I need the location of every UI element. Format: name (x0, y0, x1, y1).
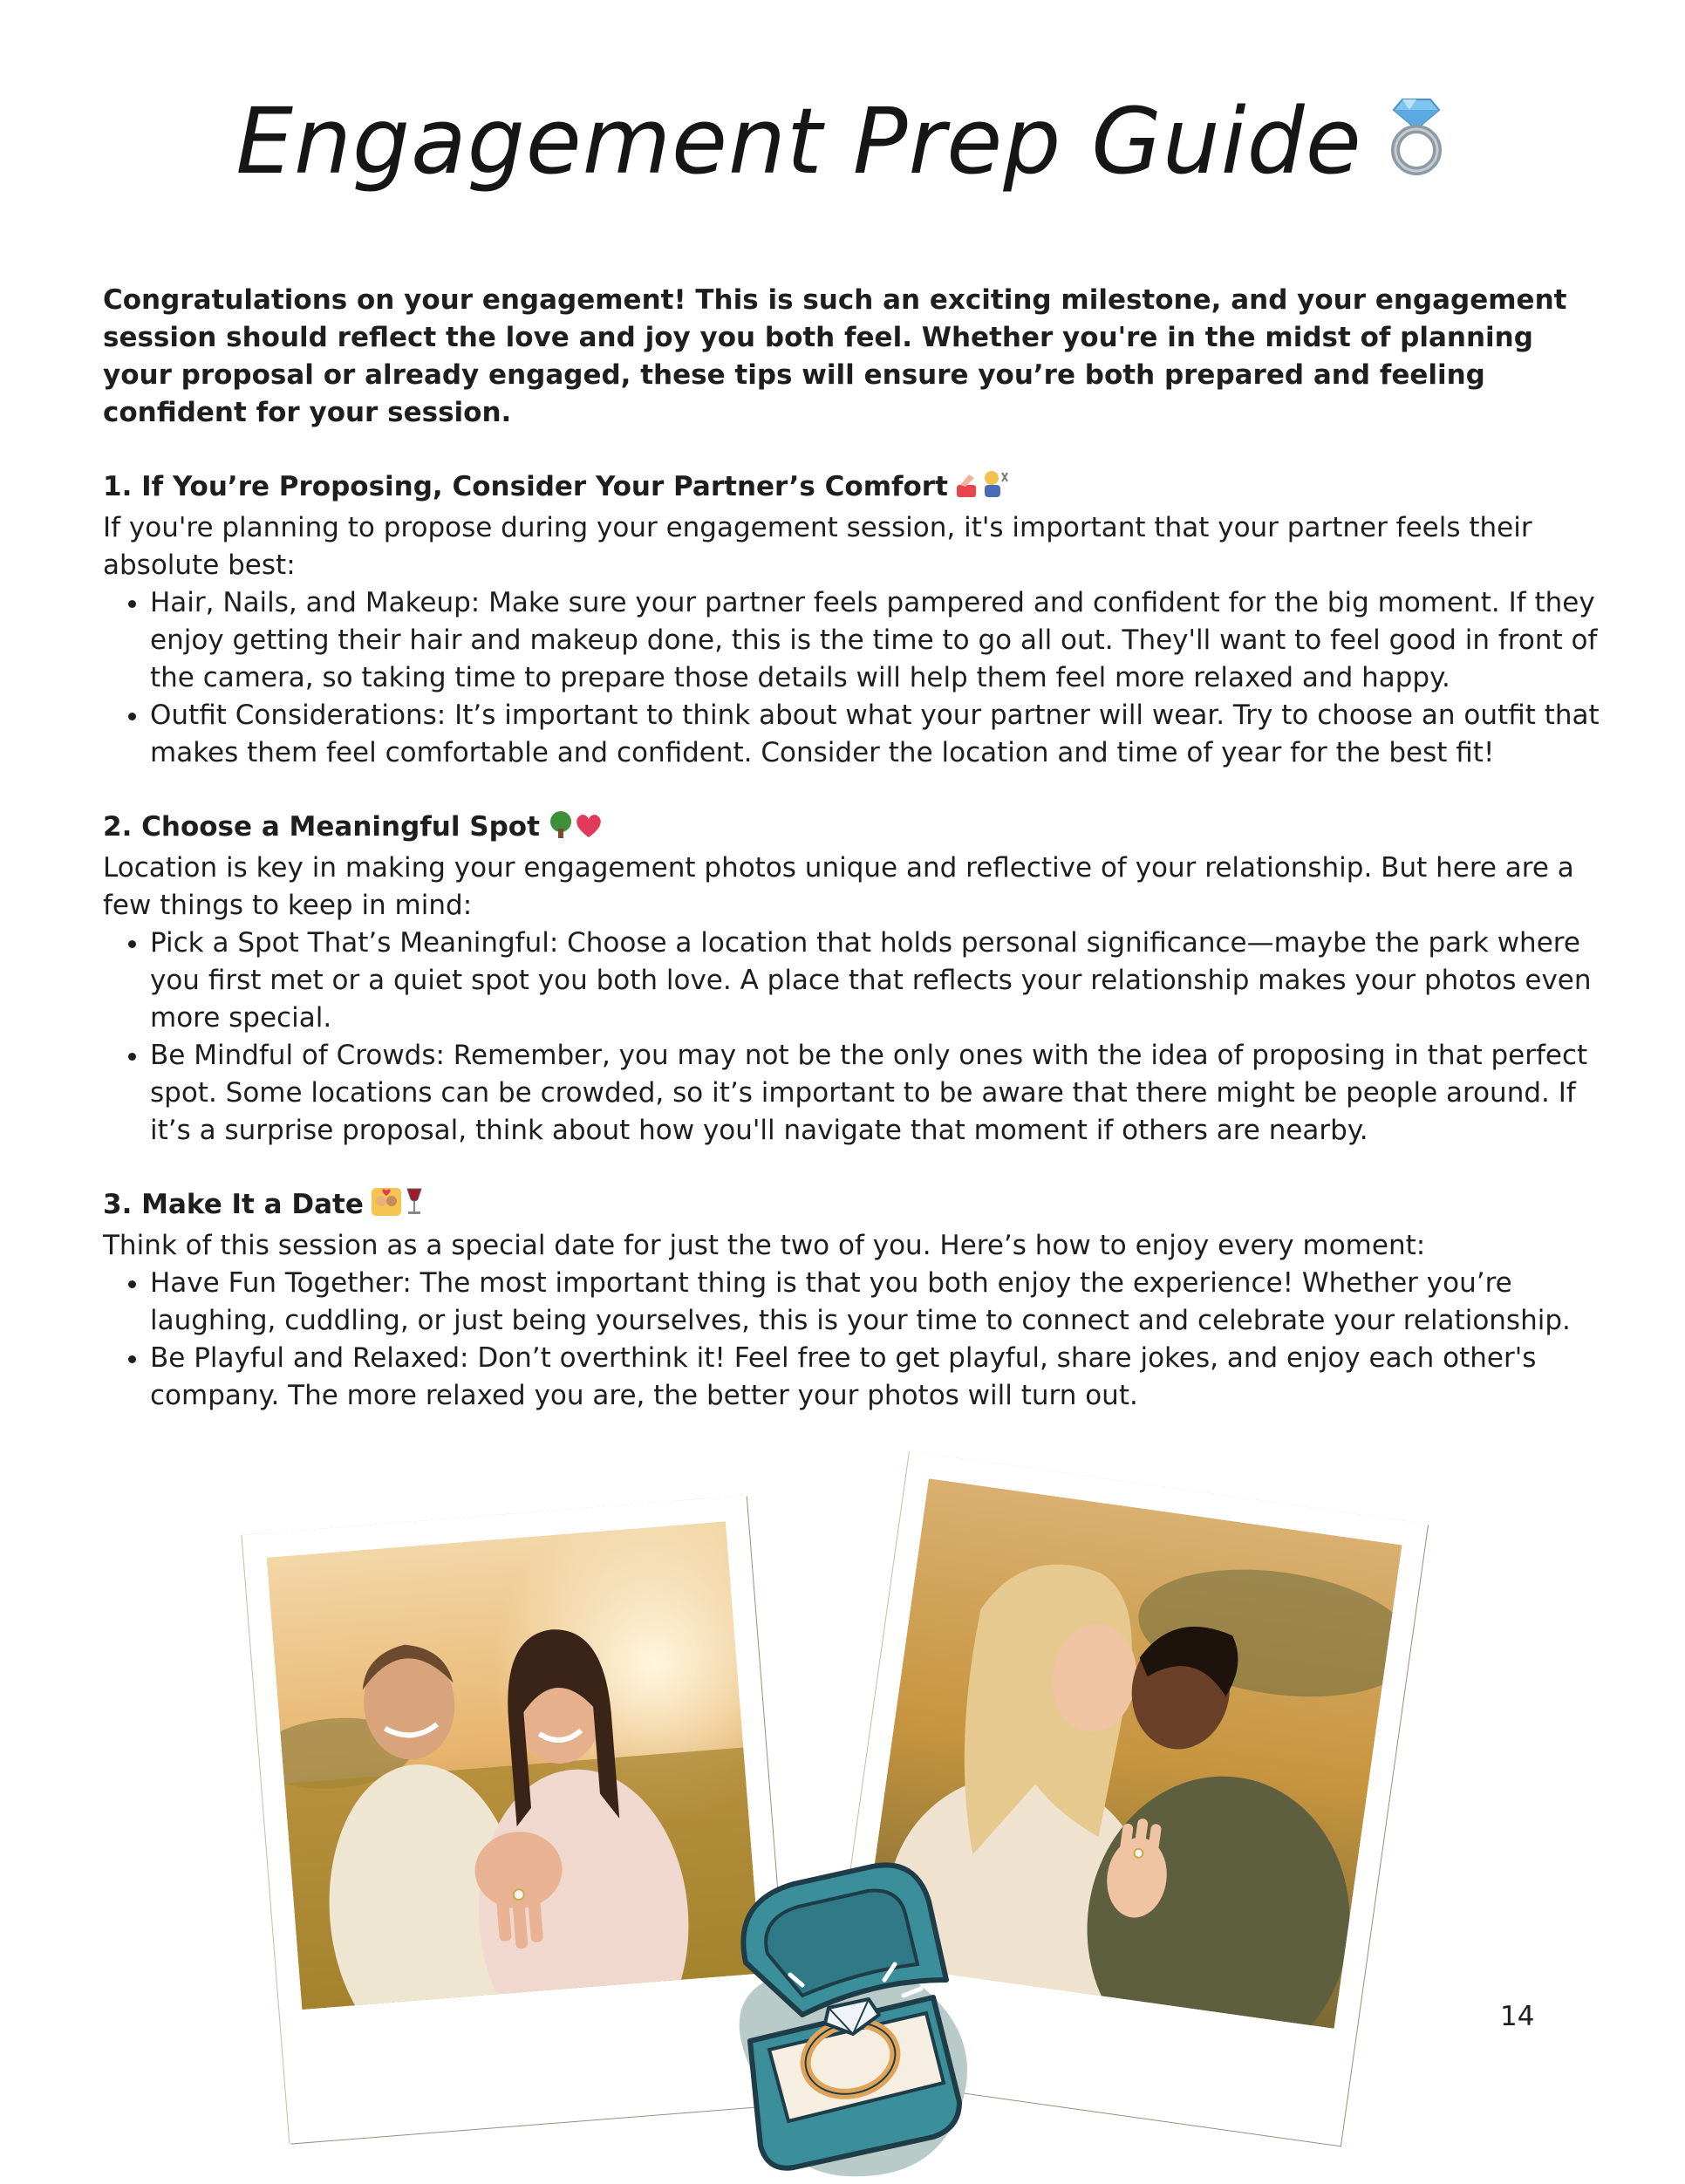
bullet-list (103, 584, 1603, 772)
couple-ring-photo (267, 1521, 761, 2010)
nail-polish-haircut-icon (955, 469, 1009, 509)
list-item: • Be Mindful of Crowds: Remember, you may not be the only ones with the idea of proposing in that perfect spot. Some locations can be crowded, so it’s important to be aware that there might be people around. If it’s a surprise proposal, think about how you'll navigate that moment if others are nearby. (150, 1037, 1603, 1150)
tree-heart-icon (547, 809, 604, 850)
section-lead: Think of this session as a special date for just the two of you. Here’s how to enjoy every moment: (103, 1230, 1426, 1261)
guide-content (103, 282, 1603, 1451)
list-item: • Outfit Considerations: It’s important to think about what your partner will wear. Try to choose an outfit that makes them feel comfortable and confident. Consider the location and time of year for the best fit! (150, 697, 1603, 772)
photo-collage (0, 1439, 1685, 2181)
section-proposing (103, 468, 1603, 772)
bullet-list (103, 1265, 1603, 1415)
section-meaningful-spot (103, 809, 1603, 1150)
couple-kiss-wine-glass-icon (371, 1187, 428, 1227)
section-lead: Location is key in making your engagement photos unique and reflective of your relationship. But here are a few things to keep in mind: (103, 852, 1574, 921)
list-item: • Hair, Nails, and Makeup: Make sure your partner feels pampered and confident for the big moment. If they enjoy getting their hair and makeup done, this is the time to go all out. They'll want to feel good in front of the camera, so taking time to prepare those details will help them feel more relaxed and happy. (150, 584, 1603, 697)
diamond-ring-icon (1383, 94, 1450, 196)
page-title-text: Engagement Prep Guide (235, 88, 1362, 195)
section-date (103, 1186, 1603, 1415)
section-heading: 3. Make It a Date (103, 1186, 1603, 1227)
list-item: • Have Fun Together: The most important thing is that you both enjoy the experience! Whether you’re laughing, cuddling, or just being yourselves, this is your time to connect and celebrate your relationship. (150, 1265, 1603, 1340)
section-heading: 2. Choose a Meaningful Spot (103, 809, 1603, 850)
section-heading: 1. If You’re Proposing, Consider Your Partner’s Comfort (103, 468, 1603, 509)
page-number: 14 (1500, 2001, 1535, 2032)
bullet-list (103, 925, 1603, 1150)
ring-box-illustration (698, 1849, 994, 2181)
list-item: • Pick a Spot That’s Meaningful: Choose a location that holds personal significance—maybe the park where you first met or a quiet spot you both love. A place that reflects your relationship makes your photos even more special. (150, 925, 1603, 1037)
list-item: • Be Playful and Relaxed: Don’t overthink it! Feel free to get playful, share jokes, and enjoy each other's company. The more relaxed you are, the better your photos will turn out. (150, 1340, 1603, 1415)
page-title (0, 88, 1685, 196)
section-lead: If you're planning to propose during your engagement session, it's important that your partner feels their absolute best: (103, 512, 1532, 581)
intro-paragraph: Congratulations on your engagement! This is such an exciting milestone, and your engagement session should reflect the love and joy you both feel. Whether you're in the midst of planning your proposal or already engaged, these tips will ensure you’re both prepared and feeling confident for your session. (103, 284, 1567, 428)
